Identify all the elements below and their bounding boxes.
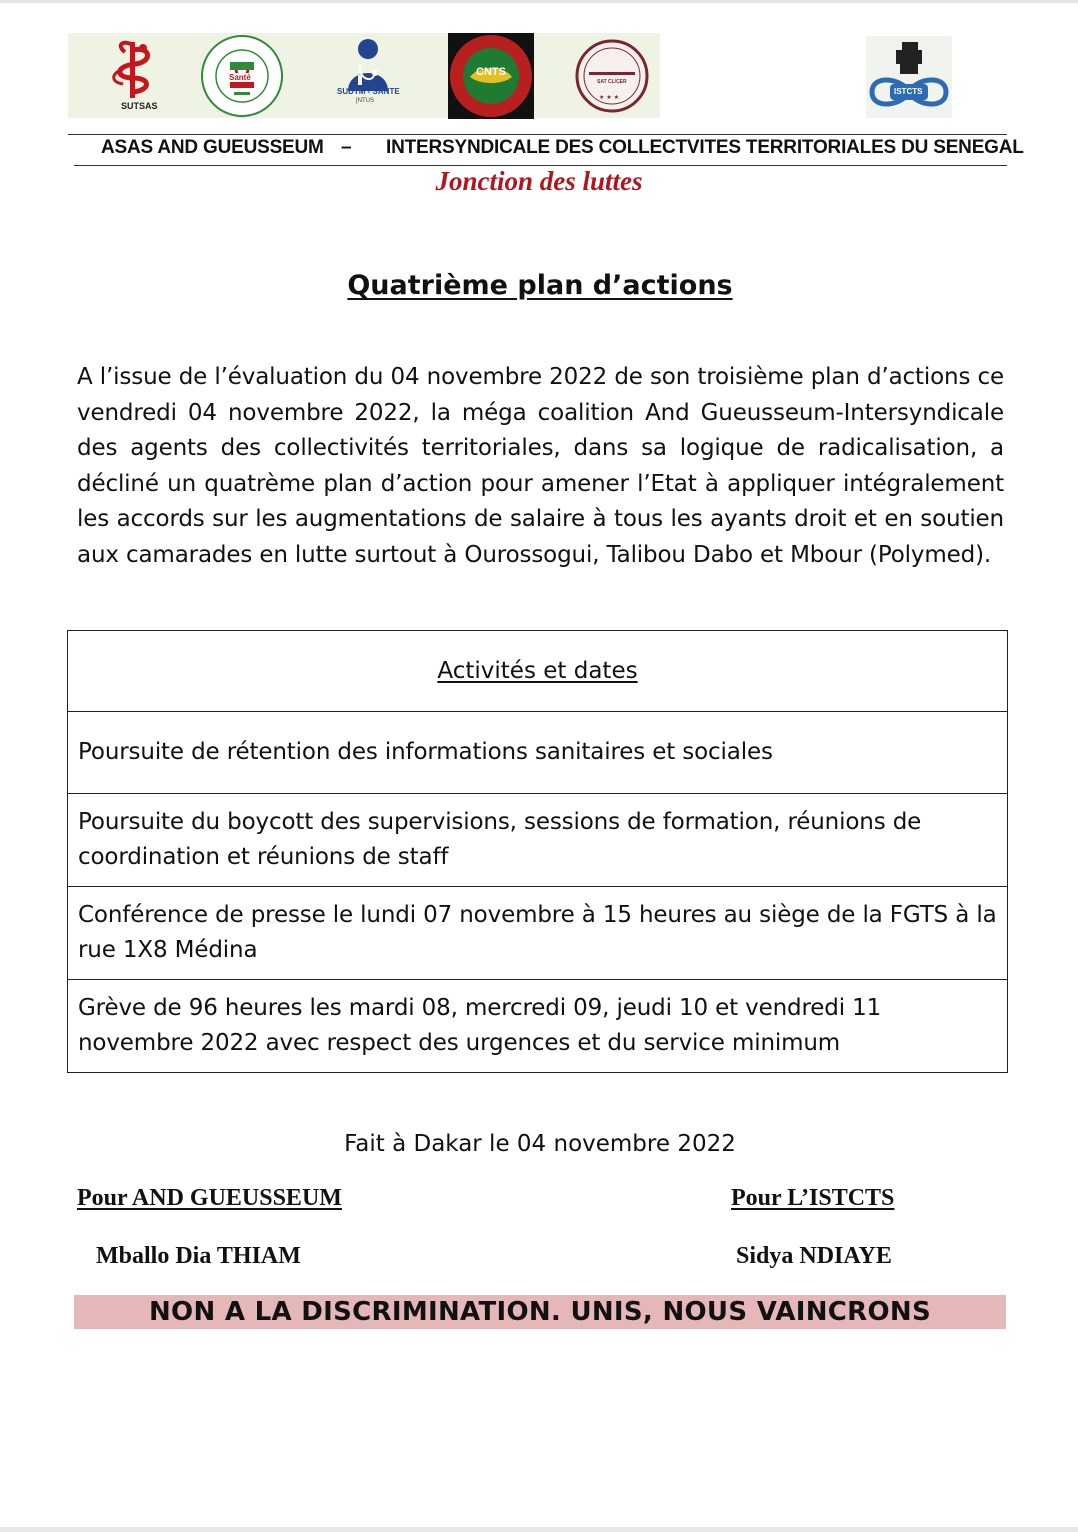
sutsas-logo [88, 33, 178, 118]
sat-clcer-logo [564, 33, 660, 118]
istcts-logo [866, 36, 952, 118]
action-cell-3: Conférence de presse le lundi 07 novembre à 15 heures au siège de la FGTS à la rue 1X8 Médina [68, 887, 1008, 980]
table-row [68, 980, 1008, 1073]
sante-caption: Santé [229, 73, 251, 82]
signatory-left-name: Mballo Dia THIAM [96, 1243, 301, 1269]
doctor-stethoscope-icon [338, 35, 398, 95]
action-cell-2: Poursuite du boycott des supervisions, sessions de formation, réunions de coordination et réunions de staff [68, 794, 1008, 887]
union-names-line [68, 136, 1024, 162]
sat-clcer-emblem-icon [575, 39, 649, 113]
table-row [68, 794, 1008, 887]
slogan-banner: NON A LA DISCRIMINATION. UNIS, NOUS VAINCRONS [74, 1295, 1006, 1329]
sudtm-sante-logo [318, 33, 418, 118]
signatory-right-name: Sidya NDIAYE [736, 1243, 892, 1269]
cnts-logo [446, 33, 536, 118]
signatory-right-org: Pour L’ISTCTS [731, 1185, 895, 1211]
signed-place-date: Fait à Dakar le 04 novembre 2022 [344, 1131, 736, 1157]
action-cell-1: Poursuite de rétention des informations sanitaires et sociales [68, 712, 1008, 794]
table-row [68, 712, 1008, 794]
table-header-label: Activités et dates [437, 658, 638, 684]
union-right-name: INTERSYNDICALE DES COLLECTVITES TERRITORIALES DU SENEGAL [386, 137, 1024, 158]
page-edge-bottom [0, 1527, 1078, 1532]
sat-clcer-caption: SAT CL/CER [597, 79, 627, 85]
svg-text:★ ★ ★: ★ ★ ★ [599, 93, 619, 101]
signatory-left-org: Pour AND GUEUSSEUM [77, 1185, 342, 1211]
intro-paragraph: A l’issue de l’évaluation du 04 novembre 2022 de son troisième plan d’actions ce vendredi 04 novembre 2022, la méga coalition And Gueusseum-Intersyndicale des agents des collectivités territoriales, dans sa logique de radicalisation, a décliné un quatrème plan d’action pour amener l’Etat à appliquer intégralement les accords sur les augmentations de salaire à tous les ayants droit et en soutien aux camarades en lutte surtout à Ourossogui, Talibou Dabo et Mbour (Polymed). [77, 364, 1004, 568]
table-header-cell [68, 631, 1008, 712]
header-rule-top [68, 134, 1007, 135]
union-dash: – [341, 137, 352, 158]
page-edge-top [0, 0, 1078, 3]
slogan: Jonction des luttes [435, 166, 643, 196]
cnts-caption: CNTS [476, 66, 506, 78]
actions-table [67, 630, 1008, 1073]
sante-union-logo [194, 33, 290, 118]
sudtm-subcaption: [NTUS [356, 98, 374, 104]
document-title: Quatrième plan d’actions [347, 270, 733, 301]
sutsas-caption: SUTSAS [121, 101, 158, 111]
union-left-name: ASAS AND GUEUSSEUM [101, 137, 324, 158]
table-header-row [68, 631, 1008, 712]
istcts-caption: ISTCTS [894, 87, 923, 96]
sudtm-caption: SUDTM - SANTE [337, 87, 400, 96]
raised-fist-icon [866, 36, 952, 118]
table-row [68, 887, 1008, 980]
union-logo-strip [68, 33, 660, 118]
action-cell-4: Grève de 96 heures les mardi 08, mercredi 09, jeudi 10 et vendredi 11 novembre 2022 avec respect des urgences et du service minimum [68, 980, 1008, 1073]
